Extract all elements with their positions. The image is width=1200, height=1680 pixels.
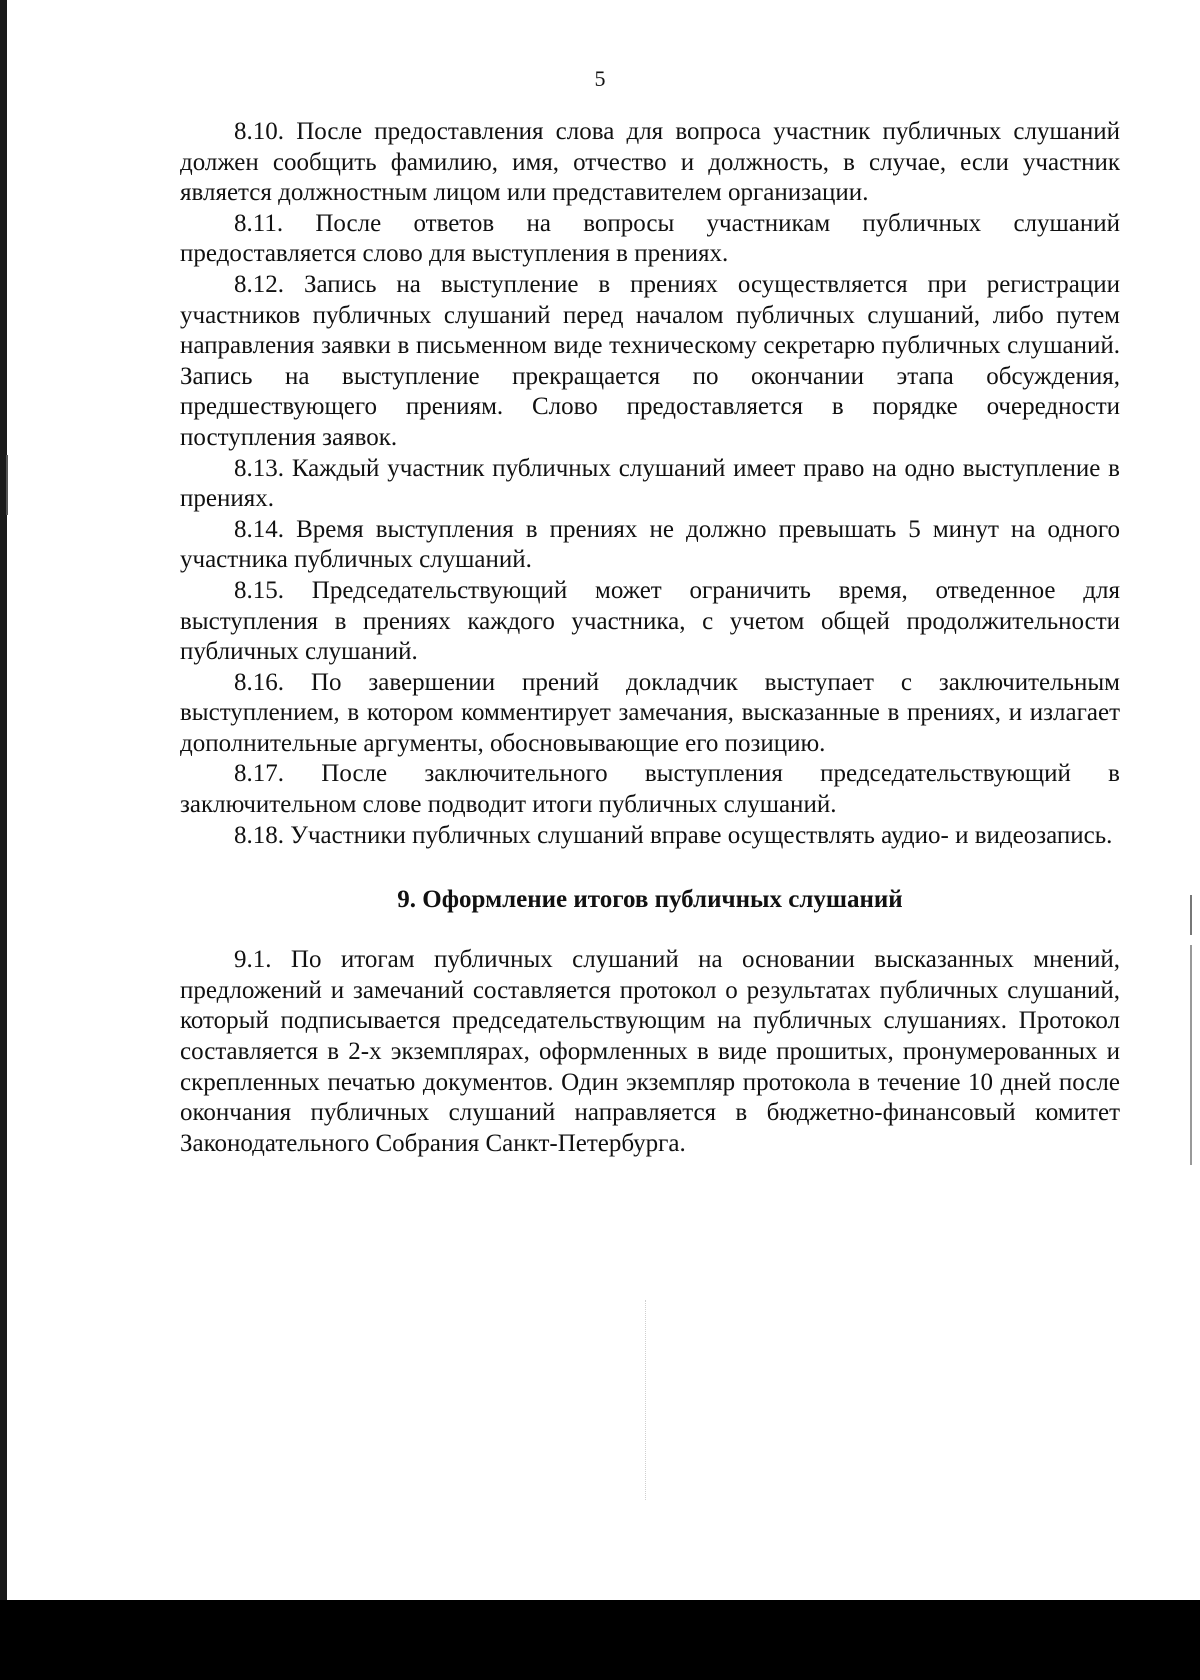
scan-mark bbox=[1190, 945, 1192, 1165]
scan-noise bbox=[645, 1300, 876, 1500]
scan-left-edge bbox=[0, 0, 7, 1600]
paragraph-8-10: 8.10. После предоставления слова для вопроса участник публичных слушаний должен сообщить фамилию, имя, отчество и должность, в случае, если участник является должностным лицом или представителем организации. bbox=[180, 118, 1120, 207]
scan-mark bbox=[6, 455, 8, 515]
paragraph-8-18: 8.18. Участники публичных слушаний вправе осуществлять аудио- и видеозапись. bbox=[234, 821, 1113, 849]
scan-bottom-bar bbox=[0, 1600, 1200, 1680]
paragraph-8-12: 8.12. Запись на выступление в прениях осуществляется при регистрации участников публичных слушаний перед началом публичных слушаний, либо путем направления заявки в письменном виде техническому секретарю публичных слушаний. Запись на выступление прекращается по окончании этапа обсуждения, предшествующего прениям. Слово предоставляется в порядке очередности поступления заявок. bbox=[180, 270, 1120, 451]
paragraph-8-17: 8.17. После заключительного выступления председательствующий в заключительном слове подводит итоги публичных слушаний. bbox=[180, 760, 1120, 819]
paragraph-8-16: 8.16. По завершении прений докладчик выступает с заключительным выступлением, в котором комментирует замечания, высказанные в прениях, и излагает дополнительные аргументы, обосновывающие его позицию. bbox=[180, 668, 1120, 757]
paragraph-8-13: 8.13. Каждый участник публичных слушаний имеет право на одно выступление в прениях. bbox=[180, 454, 1120, 513]
document-body bbox=[180, 117, 1120, 1159]
paragraph-8-15: 8.15. Председательствующий может ограничить время, отведенное для выступления в прениях каждого участника, с учетом общей продолжительности публичных слушаний. bbox=[180, 576, 1120, 666]
paragraph-9-1: 9.1. По итогам публичных слушаний на основании высказанных мнений, предложений и замечаний составляется протокол о результатах публичных слушаний, который подписывается председательствующим на публичных слушаниях. Протокол составляется в 2-х экземплярах, оформленных в виде прошитых, пронумерованных и скрепленных печатью документов. Один экземпляр протокола в течение 10 дней после окончания публичных слушаний направляется в бюджетно-финансовый комитет Законодательного Собрания Санкт-Петербурга. bbox=[180, 946, 1120, 1157]
paragraph-8-11: 8.11. После ответов на вопросы участникам публичных слушаний предоставляется слово для выступления в прениях. bbox=[180, 209, 1120, 268]
paragraph-8-14: 8.14. Время выступления в прениях не должно превышать 5 минут на одного участника публичных слушаний. bbox=[180, 515, 1120, 574]
scan-mark bbox=[1190, 895, 1192, 935]
page-number: 5 bbox=[594, 66, 606, 91]
section-heading: 9. Оформление итогов публичных слушаний bbox=[397, 886, 903, 914]
